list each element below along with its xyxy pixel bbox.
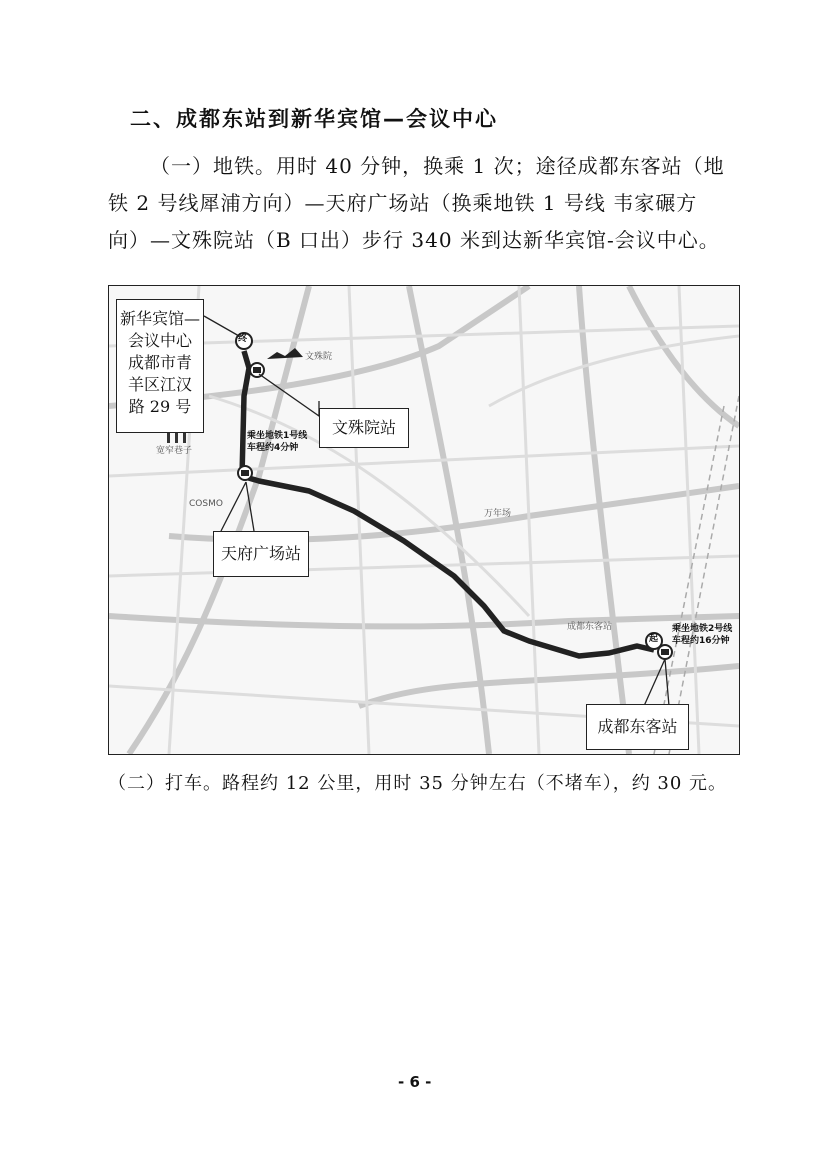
hotel-line-1: 新华宾馆— xyxy=(119,309,200,328)
subway-line-2: 铁 2 号线犀浦方向）—天府广场站（换乘地铁 1 号线 韦家碾方 xyxy=(108,191,698,215)
page-number: - 6 - xyxy=(398,1073,432,1091)
marker-start-text: 起 xyxy=(649,634,659,644)
label-cosmo: COSMO xyxy=(189,499,223,509)
subway-line-3: 向）—文殊院站（B 口出）步行 340 米到达新华宾馆-会议中心。 xyxy=(108,228,720,252)
hotel-line-3: 成都市青 xyxy=(127,353,192,372)
taxi-paragraph: （二）打车。路程约 12 公里，用时 35 分钟左右（不堵车），约 30 元。 xyxy=(108,773,728,794)
callout-hotel xyxy=(116,299,204,433)
label-wenshuyuan: 文殊院 xyxy=(305,352,333,362)
note-line2-b: 车程约16分钟 xyxy=(672,636,730,646)
subway-route-line xyxy=(242,351,654,656)
route-map xyxy=(108,285,740,755)
label-chengdu-east-small: 成都东客站 xyxy=(567,622,613,632)
callout-tianfu-station: 天府广场站 xyxy=(213,531,309,577)
subway-paragraph xyxy=(108,148,728,259)
note-line1-a: 乘坐地铁1号线 xyxy=(247,431,308,441)
label-kuanzhai: 宽窄巷子 xyxy=(156,446,193,456)
hotel-line-2: 会议中心 xyxy=(127,331,192,350)
subway-line-1: （一）地铁。用时 40 分钟，换乘 1 次；途径成都东客站（地 xyxy=(150,154,725,178)
marker-end-text: 终 xyxy=(238,334,248,344)
callout-chengdu-east: 成都东客站 xyxy=(586,704,689,750)
callout-wenshuyuan-station: 文殊院站 xyxy=(319,408,409,448)
note-line1-b: 车程约4分钟 xyxy=(247,443,299,453)
hotel-line-4: 羊区江汉 xyxy=(127,375,192,394)
station-marker-tianfu xyxy=(238,466,252,480)
note-line2-a: 乘坐地铁2号线 xyxy=(672,624,733,634)
section-title: 二、成都东站到新华宾馆—会议中心 xyxy=(130,107,498,131)
station-marker-wenshuyuan xyxy=(250,363,264,377)
hotel-line-5: 路 29 号 xyxy=(128,397,192,416)
label-wannianchang: 万年场 xyxy=(484,509,512,519)
